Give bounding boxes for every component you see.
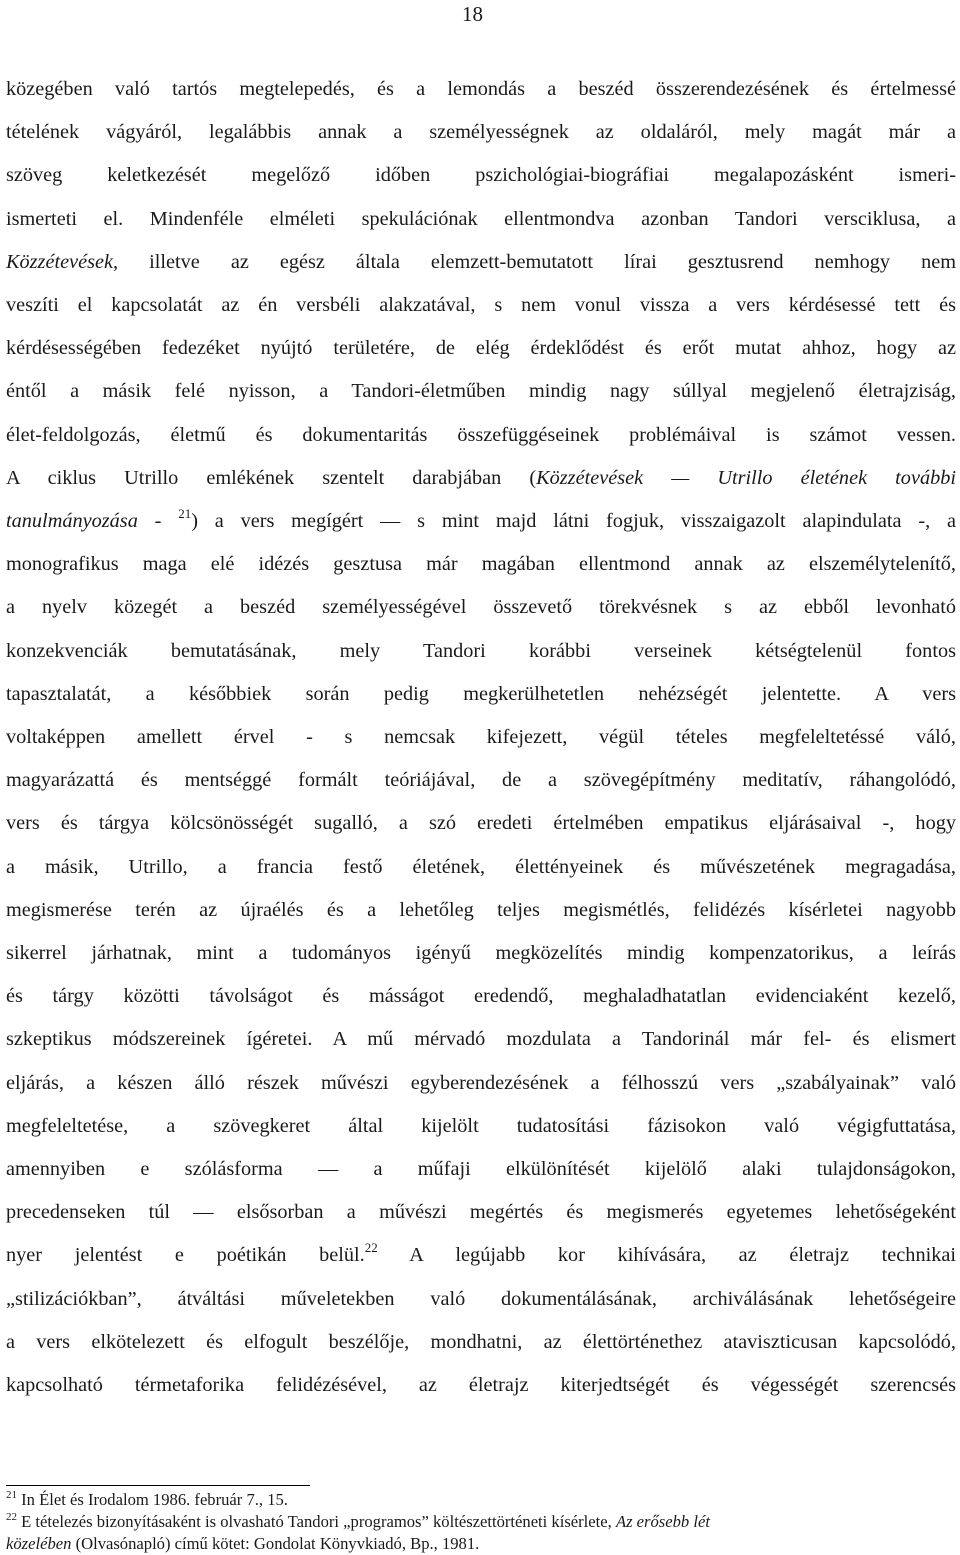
footnote-continuation (6, 1533, 956, 1555)
text-line (6, 457, 956, 500)
text-run: ) a vers megígért — s mint majd látni fogjuk, visszaigazolt alapindulata -, a (191, 510, 956, 533)
text-line: monografikus maga elé idézés gesztusa már magában ellentmond annak az elszemélytelenítő, (6, 553, 956, 576)
footnote-text: (Olvasónapló) című kötet: Gondolat Könyvkiadó, Bp., 1981. (71, 1534, 480, 1553)
text-line: ismerteti el. Mindenféle elméleti spekulációnak ellentmondva azonban Tandori versciklusa, a (6, 207, 956, 230)
text-line: a vers elkötelezett és elfogult beszélője, mondhatni, az élettörténethez ataviszticusan kapcsolódó, (6, 1330, 956, 1353)
text-line: magyarázattá és mentséggé formált teóriájával, de a szövegépítmény meditatív, ráhangolódó, (6, 769, 956, 792)
text-line (6, 1234, 956, 1277)
text-line: megfeleltetése, a szövegkeret által kijelölt tudatosítási fázisokon való végigfuttatása, (6, 1114, 956, 1137)
text-run: A legújabb kor kihívására, az életrajz technikai (377, 1244, 956, 1267)
page-number: 18 (462, 2, 483, 26)
italic-title: Közzétevések (6, 250, 113, 273)
text-line: vers és tárgya kölcsönösségét sugalló, a szó eredeti értelmében empatikus eljárásaival -, hogy (6, 812, 956, 835)
footnote (6, 1489, 956, 1511)
text-line: megismerése terén az újraélés és a lehetőleg teljes megismétlés, felidézés kísérletei nagyobb (6, 898, 956, 921)
text-line: „stilizációkban”, átváltási műveletekben való dokumentálásának, archiválásának lehetőségeire (6, 1287, 956, 1310)
footnote-ref: 22 (364, 1240, 378, 1256)
text-line: szöveg keletkezését megelőző időben pszichológiai-biográfiai megalapozásként ismeri- (6, 164, 956, 187)
text-line: éntől a másik felé nyisson, a Tandori-életműben mindig nagy súllyal megjelenő életrajziság, (6, 380, 956, 403)
text-line: a nyelv közegét a beszéd személyességével összevető törekvésnek s az ebből levonható (6, 596, 956, 619)
text-line: tapasztalatát, a későbbiek során pedig megkerülhetetlen nehézségét jelentette. A vers (6, 682, 956, 705)
text-line: élet-feldolgozás, életmű és dokumentaritás összefüggéseinek problémáival is számot vessen. (6, 423, 956, 446)
footnote-text: In Élet és Irodalom 1986. február 7., 15. (17, 1490, 288, 1509)
text-run: A ciklus Utrillo emlékének szentelt darabjában ( (6, 466, 537, 489)
text-line: eljárás, a készen álló részek művészi egyberendezésének a félhosszú vers „szabályainak” való (6, 1071, 956, 1094)
text-line: voltaképpen amellett érvel - s nemcsak kifejezett, végül tételes megfeleltetéssé váló, (6, 726, 956, 749)
text-line: tételének vágyáról, legalábbis annak a személyességnek az oldaláról, mely magát már a (6, 121, 956, 144)
footnote (6, 1511, 956, 1533)
text-line: konzekvenciák bemutatásának, mely Tandori korábbi verseinek kétségtelenül fontos (6, 639, 956, 662)
italic-title: közelében (6, 1534, 72, 1553)
italic-title: Közzétevések — Utrillo életének további (536, 466, 957, 489)
footnotes (6, 1489, 956, 1555)
text-line: sikerrel járhatnak, mint a tudományos igényű megközelítés mindig kompenzatorikus, a leírás (6, 942, 956, 965)
text-line: kapcsolható térmetaforika felidézésével, az életrajz kiterjedtségét és végességét szerencsés (6, 1374, 956, 1397)
text-line (6, 500, 956, 543)
text-line: kérdésességében fedezéket nyújtó területére, de elég érdeklődést és erőt mutat ahhoz, hogy az (6, 337, 956, 360)
text-run: - (137, 510, 179, 533)
footnote-number: 22 (6, 1511, 17, 1523)
text-run: , illetve az egész általa elemzett-bemutatott lírai gesztusrend nemhogy nem (113, 250, 956, 273)
text-line: és tárgy közötti távolságot és másságot eredendő, meghaladhatatlan evidenciaként kezelő, (6, 985, 956, 1008)
italic-title: Az erősebb lét (615, 1512, 710, 1531)
footnote-text: E tételezés bizonyításaként is olvasható Tandori „programos” költészettörténeti kísérlete, (17, 1512, 616, 1531)
text-line: szkeptikus módszereinek ígéretei. A mű mérvadó mozdulata a Tandorinál már fel- és elismert (6, 1028, 956, 1051)
text-run: nyer jelentést e poétikán belül. (6, 1244, 365, 1267)
text-line: precedenseken túl — elsősorban a művészi megértés és megismerés egyetemes lehetőségeként (6, 1201, 956, 1224)
footnote-ref: 21 (178, 506, 192, 522)
italic-title: tanulmányozása (6, 510, 138, 533)
text-line: a másik, Utrillo, a francia festő életének, élettényeinek és művészetének megragadása, (6, 855, 956, 878)
footnote-divider (6, 1485, 310, 1486)
body-paragraph (6, 68, 956, 1407)
footnote-number: 21 (6, 1489, 17, 1501)
text-line: veszíti el kapcsolatát az én versbéli alakzatával, s nem vonul vissza a vers kérdésessé tett és (6, 294, 956, 317)
text-line: amennyiben e szólásforma — a műfaji elkülönítését kijelölő alaki tulajdonságokon, (6, 1158, 956, 1181)
text-line: közegében való tartós megtelepedés, és a lemondás a beszéd összerendezésének és értelmessé (6, 78, 956, 100)
text-line (6, 241, 956, 284)
